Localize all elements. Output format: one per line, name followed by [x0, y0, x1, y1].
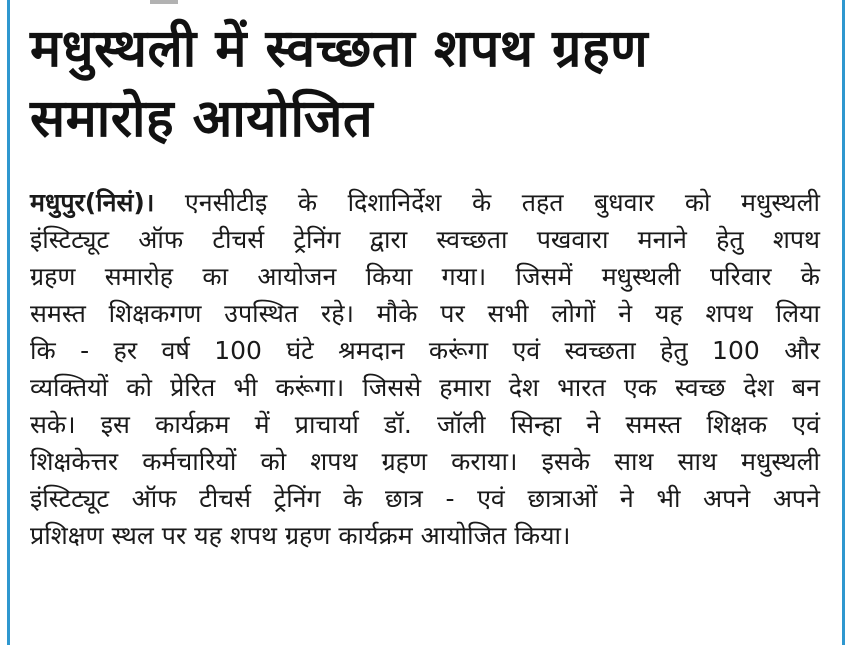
dateline: मधुपुर(निसं)। [30, 188, 155, 217]
body-line-1-text: एनसीटीइ के दिशानिर्देश के तहत बुधवार को मधुस्थली [154, 188, 820, 217]
column-rule-left [7, 0, 10, 645]
body-line-7: सके। इस कार्यक्रम में प्राचार्या डॉ. जॉली सिन्हा ने समस्त शिक्षक एवं [30, 410, 820, 439]
article-headline [30, 14, 830, 154]
body-line-10: प्रशिक्षण स्थल पर यह शपथ ग्रहण कार्यक्रम आयोजित किया। [30, 521, 571, 550]
body-line-2: इंस्टिट्यूट ऑफ टीचर्स ट्रेनिंग द्वारा स्वच्छता पखवारा मनाने हेतु शपथ [30, 225, 820, 254]
body-line-8: शिक्षकेत्तर कर्मचारियों को शपथ ग्रहण कराया। इसके साथ साथ मधुस्थली [30, 447, 820, 476]
previous-article-fragment [150, 0, 178, 4]
article-body [30, 184, 820, 554]
body-line-5: कि - हर वर्ष 100 घंटे श्रमदान करूंगा एवं स्वच्छता हेतु 100 और [30, 336, 820, 365]
body-line-9: इंस्टिट्यूट ऑफ टीचर्स ट्रेनिंग के छात्र - एवं छात्राओं ने भी अपने अपने [30, 484, 820, 513]
headline-line-1: मधुस्थली में स्वच्छता शपथ ग्रहण [30, 19, 649, 79]
body-line-4: समस्त शिक्षकगण उपस्थित रहे। मौके पर सभी लोगों ने यह शपथ लिया [30, 299, 820, 328]
headline-line-2: समारोह आयोजित [30, 89, 374, 149]
body-line-1 [30, 184, 820, 221]
column-rule-right [842, 0, 845, 645]
body-line-6: व्यक्तियों को प्रेरित भी करूंगा। जिससे हमारा देश भारत एक स्वच्छ देश बन [30, 373, 820, 402]
body-line-3: ग्रहण समारोह का आयोजन किया गया। जिसमें मधुस्थली परिवार के [30, 262, 820, 291]
